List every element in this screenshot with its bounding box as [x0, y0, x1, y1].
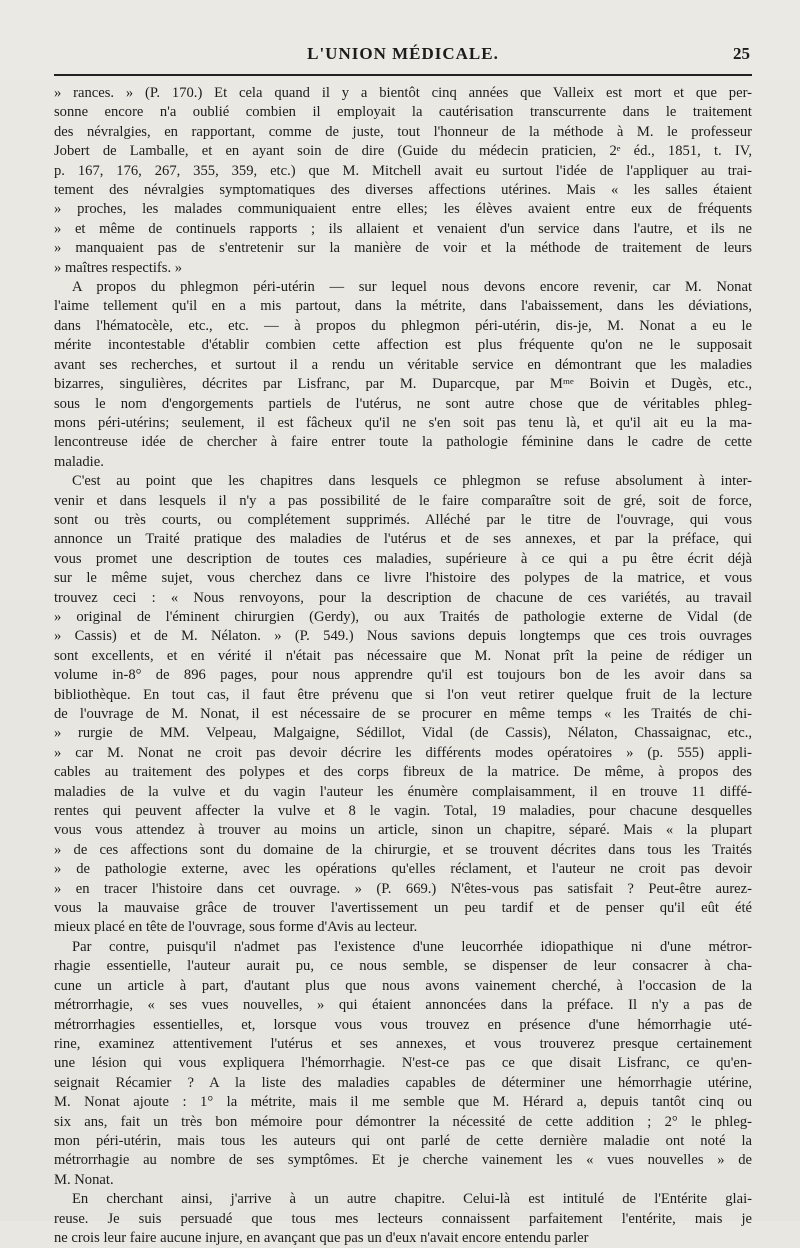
text-line: métrorrhagie, « ses vues nouvelles, » qui étaient annoncées dans la préface. Il n'y a pas de	[54, 997, 752, 1014]
text-line: métrorrhagies essentielles, et, lorsque vous vous trouvez en présence d'une hémorrhagie uté-	[54, 1016, 752, 1033]
text-line: tement des névralgies symptomatiques des diverses affections utérines. Mais « les salles étaient	[54, 182, 752, 199]
text-line: » de pathologie externe, avec les opérations qu'elles réclament, et l'auteur ne croit pas devoir	[54, 861, 752, 878]
text-line: » manquaient pas de s'entretenir sur la manière de voir et la méthode de traitement de leurs	[54, 240, 752, 257]
text-line: En cherchant ainsi, j'arrive à un autre chapitre. Celui-là est intitulé de l'Entérite glai-	[72, 1191, 752, 1208]
text-line: » proches, les malades communiquaient entre elles; les élèves avaient entre eux de fréquents	[54, 201, 752, 218]
text-line: Par contre, puisqu'il n'admet pas l'existence d'une leucorrhée idiopathique ni d'une métror-	[72, 938, 752, 955]
text-line: » Cassis) et de M. Nélaton. » (P. 549.) Nous savions depuis longtemps que ces trois ouvrages	[54, 628, 752, 645]
text-line: de l'ouvrage de M. Nonat, il est nécessaire de se procurer en même temps « les Traités de chi-	[54, 706, 752, 722]
paragraph	[54, 278, 752, 472]
page-number: 25	[733, 44, 750, 63]
text-line: seignait Récamier ? A la liste des maladies capables de déterminer une hémorrhagie utérine,	[54, 1074, 752, 1091]
text-line: six ans, fait un très bon mémoire pour démontrer la nécessité de cette addition ; 2° le phleg-	[54, 1113, 752, 1130]
text-line: rentes qui peuvent affecter la vulve et 8 le vagin. Total, 19 maladies, pour chacune desquelles	[54, 803, 752, 820]
text-line: » original de l'éminent chirurgien (Gerdy), ou aux Traités de pathologie externe de Vidal (de	[54, 608, 752, 625]
text-line: C'est au point que les chapitres dans lesquels ce phlegmon se refuse absolument à inter-	[72, 473, 752, 490]
text-line: vous vous attendez à trouver au moins un article, sinon un chapitre, séparé. Mais « la plupart	[54, 822, 752, 839]
paragraph	[54, 472, 752, 938]
text-line: métrorrhagie au nombre de ses symptômes. Et je cherche vainement les « vues nouvelles » de	[54, 1152, 752, 1169]
text-line: cables au traitement des polypes et des corps fibreux de la matrice. De même, à propos des	[54, 764, 752, 781]
text-line: annonce un Traité pratique des maladies de l'utérus et de ses annexes, et par la préface, qui	[54, 531, 752, 548]
text-line: volume in-8° de 896 pages, pour nous apprendre qu'il est toujours bon de les avoir dans sa	[54, 667, 752, 684]
text-line: rhagie essentielle, l'auteur aurait pu, ce nous semble, se dispenser de leur consacrer à cha-	[54, 958, 752, 975]
text-line: ne crois leur faire aucune injure, en avançant que pas un d'eux n'avait encore entendu parler	[54, 1229, 589, 1246]
text-line: » en tracer l'histoire dans cet ouvrage. » (P. 669.) N'êtes-vous pas satisfait ? Peut-être aurez-	[54, 880, 752, 897]
text-line: sonne encore n'a oublié combien il employait la cautérisation transcurrente dans le traitement	[54, 104, 752, 121]
text-line: une lésion qui vous expliquera l'hémorrhagie. N'est-ce pas ce que disait Lisfranc, ce qu'en-	[54, 1055, 752, 1072]
text-line: Jobert de Lamballe, et en ayant soin de dire (Guide du médecin praticien, 2ᵉ éd., 1851, t. IV,	[54, 143, 752, 160]
text-line: » et même de continuels rapports ; ils allaient et venaient d'un service dans l'autre, et ils ne	[54, 220, 752, 237]
text-line: des névralgies, en rapportant, comme de juste, tout l'honneur de la méthode à M. le professeur	[54, 123, 752, 140]
text-line: reuse. Je suis persuadé que tous mes lecteurs connaissent parfaitement l'entérite, mais je	[54, 1210, 752, 1227]
text-line: » maîtres respectifs. »	[54, 259, 183, 276]
text-line: M. Nonat.	[54, 1171, 114, 1188]
text-line: sont excellents, et en vérité il n'était pas nécessaire que M. Nonat prît la peine de rédiger un	[54, 647, 752, 664]
text-line: » de ces affections sont du domaine de la chirurgie, et se trouvent décrites dans tous les Traités	[54, 841, 752, 858]
paragraph	[54, 84, 752, 278]
text-line: sont ou très courts, ou complétement supprimés. Alléché par le titre de l'ouvrage, qui vous	[54, 511, 752, 528]
text-line: lencontreuse idée de chercher à faire entrer toute la pathologie féminine dans le cadre de cette	[54, 434, 752, 451]
header-rule	[54, 74, 752, 76]
paragraph	[54, 938, 752, 1190]
text-line: maladie.	[54, 453, 104, 470]
text-line: mérite incontestable d'établir combien cette affection est plus fréquente qu'on ne le supposait	[54, 337, 752, 354]
text-line: bibliothèque. En tout cas, il faut être prévenu que si l'on veut retirer quelque fruit de la lecture	[54, 686, 752, 703]
paragraph	[54, 1190, 752, 1248]
text-line: bizarres, singulières, décrites par Lisfranc, par M. Duparcque, par Mᵐᵉ Boivin et Dugès, etc.,	[54, 376, 752, 393]
text-line: dans l'hématocèle, etc., etc. — à propos du phlegmon péri-utérin, dis-je, M. Nonat a eu le	[54, 317, 752, 334]
text-line: rine, examinez attentivement l'utérus et ses annexes, et vous trouverez presque certainement	[54, 1035, 752, 1052]
text-line: A propos du phlegmon péri-utérin — sur lequel nous devons encore revenir, car M. Nonat	[72, 279, 752, 296]
text-line: mons péri-utérins; seulement, il est fâcheux qu'il ne s'en soit pas tenu là, et qu'il ait eu la ma-	[54, 414, 752, 431]
text-line: vous la mauvaise grâce de trouver l'avertissement un peu tardif et de penser qu'il eût été	[54, 900, 752, 917]
journal-title: L'UNION MÉDICALE.	[307, 44, 499, 63]
article-body	[54, 84, 752, 1248]
text-line: trouvez ceci : « Nous renvoyons, pour la description de chacune de ces variétés, au travail	[54, 589, 752, 606]
text-line: » rurgie de MM. Velpeau, Malgaigne, Sédillot, Vidal (de Cassis), Nélaton, Chassaignac, etc.,	[54, 725, 752, 742]
text-line: sur le même sujet, vous cherchez dans ce livre l'histoire des polypes de la matrice, et vous	[54, 570, 752, 587]
text-line: vous promet une description de toutes ces maladies, supérieure à ce qui a pu être écrit déjà	[54, 550, 752, 567]
text-line: avant ses recherches, et surtout il a rendu un véritable service en démontrant que les maladies	[54, 356, 752, 373]
text-line: sous le nom d'engorgements partiels de l'utérus, ne sont autre chose que de véritables phleg-	[54, 395, 752, 412]
text-line: maladies de la vulve et du vagin l'auteur les énumère complaisamment, il en trouve 11 diffé-	[54, 783, 752, 800]
text-line: mieux placé en tête de l'ouvrage, sous forme d'Avis au lecteur.	[54, 919, 418, 936]
text-line: l'aime tellement qu'il en a mis partout, dans la métrite, dans l'abaissement, dans les déviations,	[54, 298, 752, 315]
text-line: mon péri-utérin, mais tous les auteurs qui ont parlé de cette dernière maladie ont noté la	[54, 1132, 752, 1149]
text-line: p. 167, 176, 267, 355, 359, etc.) que M. Mitchell avait eu surtout l'idée de l'appliquer au trai-	[54, 162, 752, 179]
text-line: » rances. » (P. 170.) Et cela quand il y a bientôt cinq années que Valleix est mort et que per-	[54, 85, 752, 101]
running-head	[54, 44, 752, 68]
text-line: venir et dans lesquels il n'y a pas possibilité de le faire comparaître soit de gré, soit de force,	[54, 492, 752, 509]
text-line: cune un article à part, d'autant plus que nous avons vainement cherché, à l'occasion de la	[54, 977, 752, 994]
text-line: M. Nonat ajoute : 1° la métrite, mais il me semble que M. Hérard a, depuis tantôt cinq ou	[54, 1094, 752, 1111]
text-line: » car M. Nonat ne croit pas devoir décrire les différents modes opératoires » (p. 555) appli-	[54, 744, 752, 761]
